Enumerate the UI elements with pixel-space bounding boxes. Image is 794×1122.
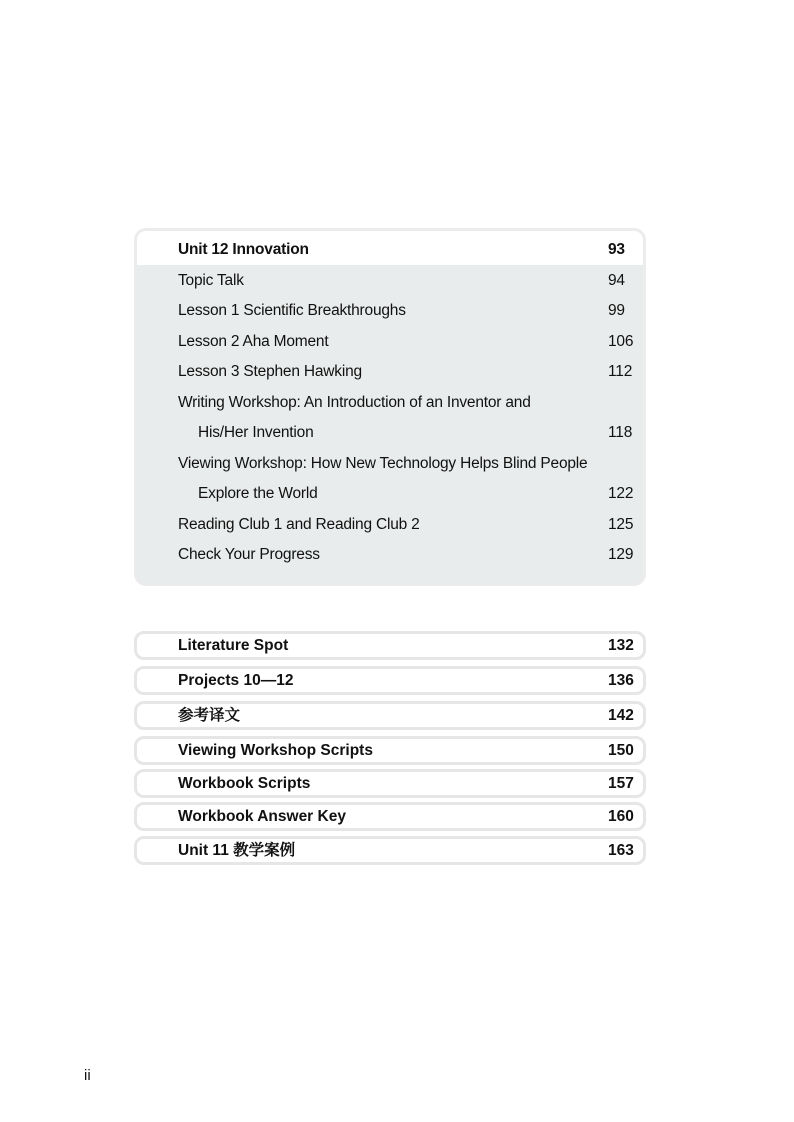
toc-entry-lesson-2[interactable] [137,327,643,357]
section-title: Workbook Scripts [178,775,311,792]
toc-entry-writing-workshop-line-1[interactable] [137,388,643,418]
unit-title: Unit 12 Innovation [178,241,309,258]
section-page-number: 163 [608,842,634,859]
entry-title: Lesson 1 Scientific Breakthroughs [178,302,406,319]
section-page-number: 132 [608,637,634,654]
toc-section-projects[interactable] [134,666,646,695]
entry-title: Lesson 3 Stephen Hawking [178,363,362,380]
entry-title: Lesson 2 Aha Moment [178,333,329,350]
toc-section-workbook-answer-key[interactable] [134,802,646,831]
toc-entry-topic-talk[interactable] [137,266,643,296]
toc-section-workbook-scripts[interactable] [134,769,646,798]
unit-12-toc-block [134,228,646,586]
entry-title: Check Your Progress [178,546,320,563]
toc-section-unit-11-teaching-case[interactable] [134,836,646,865]
entry-page-number: 129 [608,546,634,563]
section-title: 参考译文 [178,707,241,724]
section-page-number: 150 [608,742,634,759]
entry-title: His/Her Invention [198,424,314,441]
toc-section-viewing-workshop-scripts[interactable] [134,736,646,765]
section-title: Unit 11 教学案例 [178,842,296,859]
toc-section-literature-spot[interactable] [134,631,646,660]
entry-page-number: 125 [608,516,634,533]
toc-entry-lesson-1[interactable] [137,296,643,326]
section-page-number: 157 [608,775,634,792]
section-title: Workbook Answer Key [178,808,346,825]
section-page-number: 160 [608,808,634,825]
toc-entry-check-your-progress[interactable] [137,540,643,570]
section-title: Literature Spot [178,637,289,654]
section-page-number: 142 [608,707,634,724]
entry-title: Explore the World [198,485,318,502]
toc-entry-lesson-3[interactable] [137,357,643,387]
section-page-number: 136 [608,672,634,689]
entry-title: Topic Talk [178,272,244,289]
toc-entry-reading-club[interactable] [137,510,643,540]
entry-title: Viewing Workshop: How New Technology Helps Blind People [178,455,588,472]
entry-title: Reading Club 1 and Reading Club 2 [178,516,420,533]
unit-page-number: 93 [608,241,625,258]
toc-section-reference-translation[interactable] [134,701,646,730]
section-title: Projects 10—12 [178,672,294,689]
entry-page-number: 94 [608,272,625,289]
entry-title: Writing Workshop: An Introduction of an Inventor and [178,394,531,411]
entry-page-number: 118 [608,424,633,441]
entry-page-number: 106 [608,333,634,350]
page-folio: ii [84,1067,91,1084]
toc-entry-viewing-workshop-line-1[interactable] [137,449,643,479]
unit-header-row[interactable] [137,235,643,265]
entry-page-number: 122 [608,485,634,502]
section-title: Viewing Workshop Scripts [178,742,373,759]
entry-page-number: 99 [608,302,625,319]
toc-entry-writing-workshop-line-2[interactable] [137,418,643,448]
entry-page-number: 112 [608,363,633,380]
toc-entry-viewing-workshop-line-2[interactable] [137,479,643,509]
